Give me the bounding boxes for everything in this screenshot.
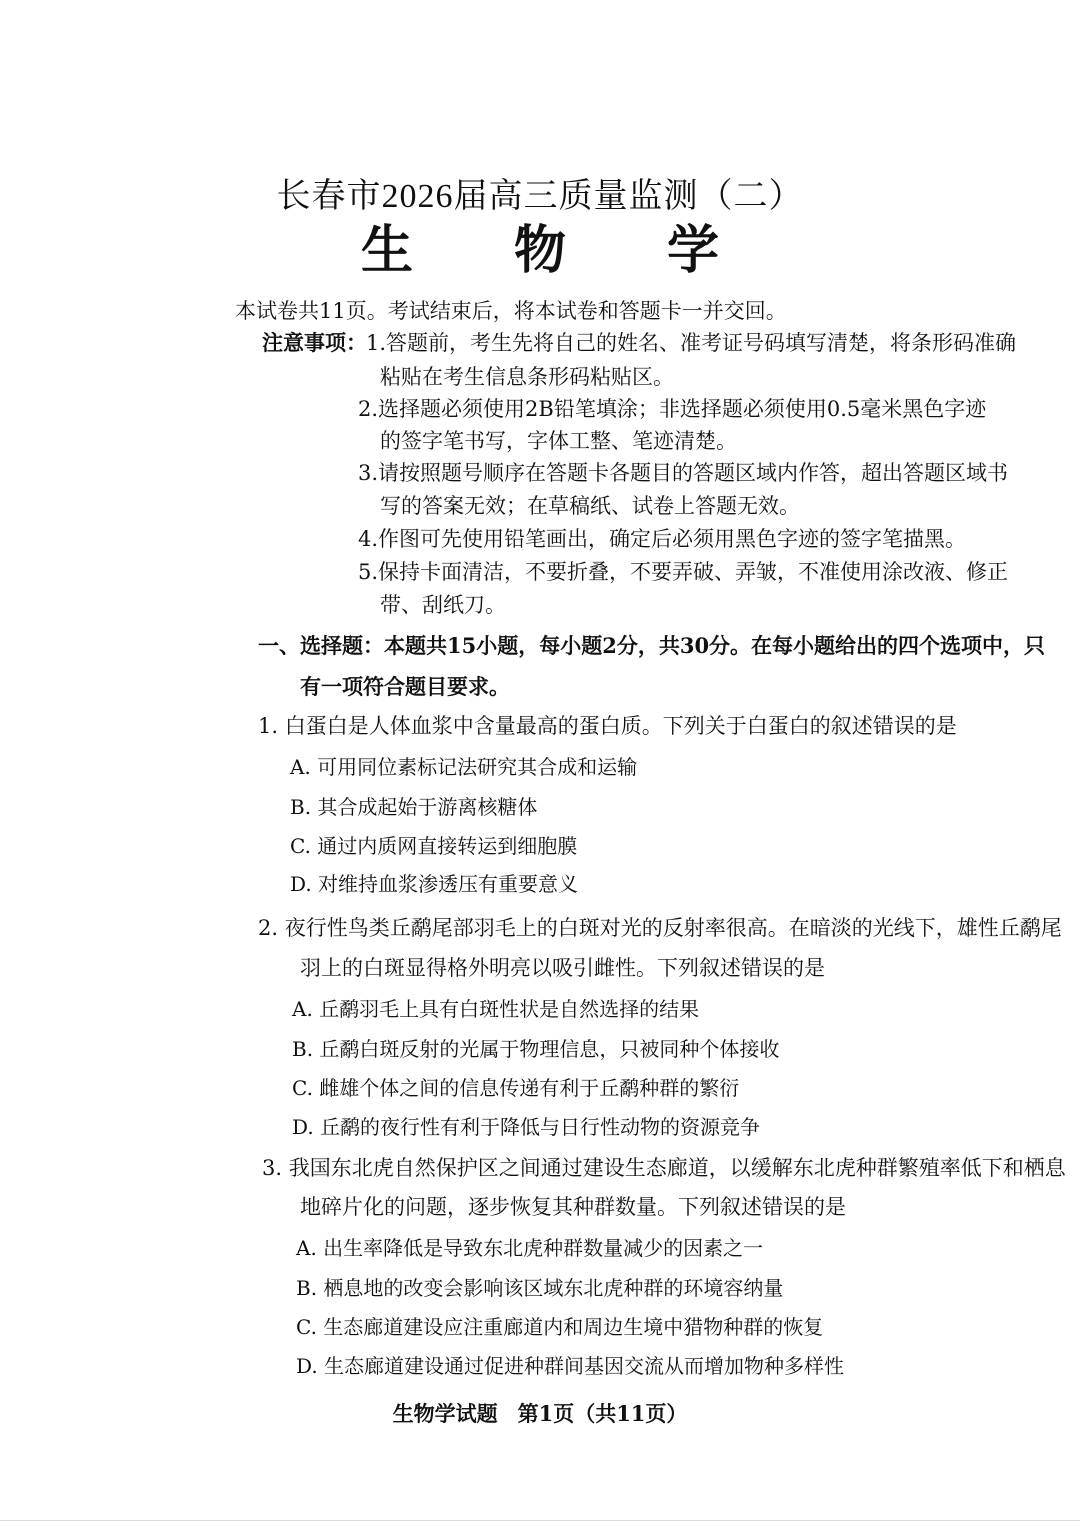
note-2-line2: 的签字笔书写，字体工整、笔迹清楚。 — [380, 429, 737, 453]
question-1-option-c: C. 通过内质网直接转运到细胞膜 — [290, 834, 578, 858]
footer-page-number: 第1页（共11页） — [517, 1401, 688, 1426]
question-2-option-c: C. 雌雄个体之间的信息传递有利于丘鹬种群的繁衍 — [292, 1076, 740, 1100]
question-2-option-d: D. 丘鹬的夜行性有利于降低与日行性动物的资源竞争 — [292, 1115, 761, 1139]
note-1-line1: 1.答题前，考生先将自己的姓名、准考证号码填写清楚，将条形码准确 — [366, 331, 1017, 355]
note-3-line1: 3.请按照题号顺序在答题卡各题目的答题区域内作答，超出答题区域书 — [358, 461, 1009, 485]
question-1-stem: 1. 白蛋白是人体血浆中含量最高的蛋白质。下列关于白蛋白的叙述错误的是 — [258, 714, 957, 738]
note-5-line2: 带、刮纸刀。 — [380, 593, 506, 617]
intro-text: 本试卷共11页。考试结束后，将本试卷和答题卡一并交回。 — [235, 299, 787, 323]
question-3-option-d: D. 生态廊道建设通过促进种群间基因交流从而增加物种多样性 — [296, 1354, 845, 1378]
question-3-stem: 3. 我国东北虎自然保护区之间通过建设生态廊道，以缓解东北虎种群繁殖率低下和栖息 — [262, 1156, 1066, 1180]
notes-label: 注意事项： — [262, 330, 367, 355]
question-2-stem: 2. 夜行性鸟类丘鹬尾部羽毛上的白斑对光的反射率很高。在暗淡的光线下，雄性丘鹬尾 — [258, 916, 1062, 940]
section-heading: 一、选择题：本题共15小题，每小题2分，共30分。在每小题给出的四个选项中，只 — [258, 633, 1046, 658]
question-1-option-d: D. 对维持血浆渗透压有重要意义 — [290, 872, 579, 896]
note-5-line1: 5.保持卡面清洁，不要折叠，不要弄破、弄皱，不准使用涂改液、修正 — [358, 560, 1009, 584]
question-1-option-a: A. 可用同位素标记法研究其合成和运输 — [290, 755, 638, 779]
subject-title: 生 物 学 — [360, 223, 763, 280]
question-3-stem-cont: 地碎片化的问题，逐步恢复其种群数量。下列叙述错误的是 — [300, 1195, 846, 1219]
note-3-line2: 写的答案无效；在草稿纸、试卷上答题无效。 — [380, 494, 800, 518]
note-4-line1: 4.作图可先使用铅笔画出，确定后必须用黑色字迹的签字笔描黑。 — [358, 527, 967, 551]
question-2-stem-cont: 羽上的白斑显得格外明亮以吸引雌性。下列叙述错误的是 — [300, 956, 825, 980]
note-1-line2: 粘贴在考生信息条形码粘贴区。 — [380, 365, 674, 389]
exam-title: 长春市2026届高三质量监测（二） — [276, 178, 804, 215]
section-heading-cont: 有一项符合题目要求。 — [300, 674, 510, 699]
question-3-option-c: C. 生态廊道建设应注重廊道内和周边生境中猎物种群的恢复 — [296, 1315, 824, 1339]
footer-subject: 生物学试题 — [392, 1401, 498, 1426]
question-2-option-a: A. 丘鹬羽毛上具有白斑性状是自然选择的结果 — [292, 997, 700, 1021]
page-footer — [0, 1398, 1080, 1428]
question-3-option-b: B. 栖息地的改变会影响该区域东北虎种群的环境容纳量 — [296, 1276, 784, 1300]
question-2-option-b: B. 丘鹬白斑反射的光属于物理信息，只被同种个体接收 — [292, 1037, 780, 1061]
question-3-option-a: A. 出生率降低是导致东北虎种群数量减少的因素之一 — [296, 1236, 764, 1260]
note-2-line1: 2.选择题必须使用2B铅笔填涂；非选择题必须使用0.5毫米黑色字迹 — [358, 397, 987, 421]
question-1-option-b: B. 其合成起始于游离核糖体 — [290, 795, 538, 819]
bottom-edge-rule — [0, 1520, 1080, 1521]
